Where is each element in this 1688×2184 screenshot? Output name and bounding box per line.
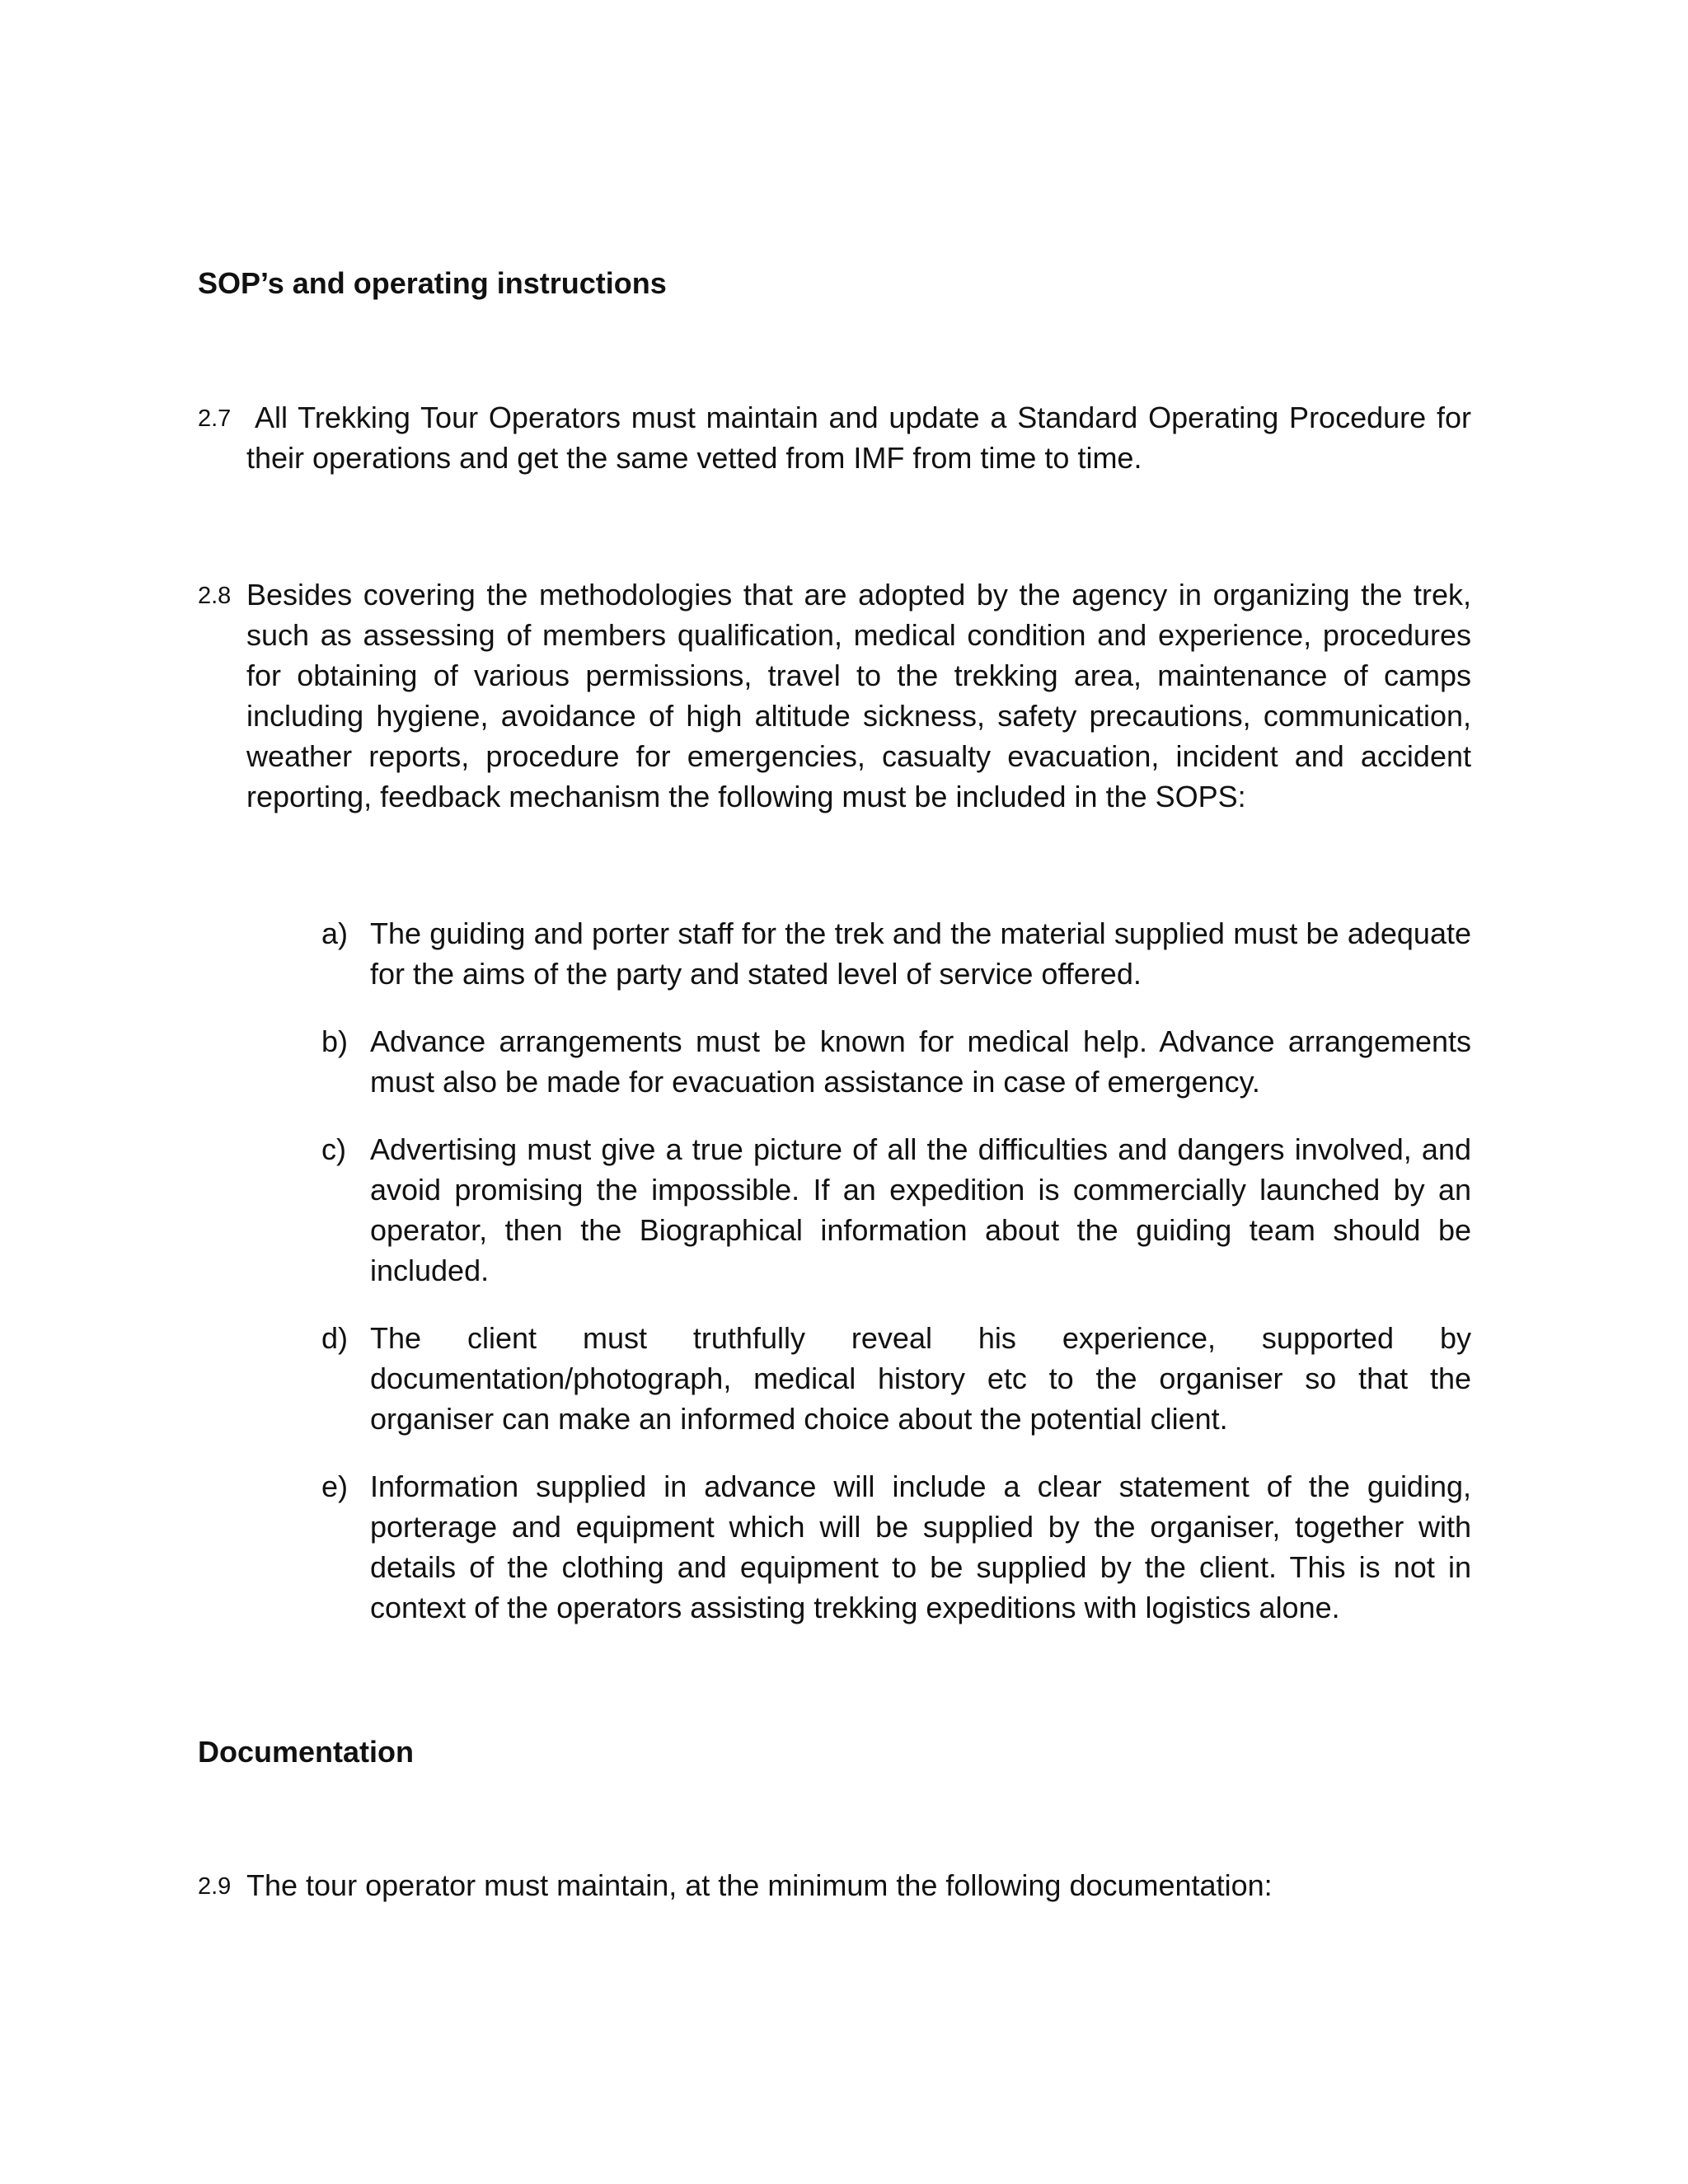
clause-number: 2.8 (198, 583, 232, 609)
clause-text: Besides covering the methodologies that are adopted by the agency in organizing the trek, such as assessing of members qualification, medical condition and experience, procedures for obtaining of various permissions, travel to the trekking area, maintenance of camps including hygiene, avoidance of high altitude sickness, safety precautions, communication, weather reports, procedure for emergencies, casualty evacuation, incident and accident reporting, feedback mechanism the following must be included in the SOPS: (246, 578, 1471, 813)
clause-text: The tour operator must maintain, at the minimum the following documentation: (246, 1868, 1273, 1902)
list-item-marker: b) (321, 1024, 349, 1058)
list-item-text: Advertising must give a true picture of all the difficulties and dangers involved, and avoid promising the impossible. If an expedition is commercially launched by an operator, then the Biographical information about the guiding team should be included. (370, 1132, 1471, 1287)
list-item-marker: e) (321, 1469, 349, 1503)
clause-text: All Trekking Tour Operators must maintain and update a Standard Operating Procedure for their operations and get the same vetted from IMF from time to time. (246, 401, 1471, 475)
list-item-marker: d) (321, 1321, 349, 1355)
section-heading-sops: SOP’s and operating instructions (198, 266, 667, 300)
list-item-marker: c) (321, 1132, 346, 1166)
list-item (321, 1318, 1471, 1439)
list-item (321, 1466, 1471, 1628)
clause-2-9 (198, 1865, 1471, 1905)
clause-number: 2.9 (198, 1873, 232, 1900)
list-item (321, 1129, 1471, 1291)
list-item-text: Advance arrangements must be known for medical help. Advance arrangements must also be made for evacuation assistance in case of emergency. (370, 1024, 1471, 1099)
clause-number: 2.7 (198, 405, 232, 432)
list-item (321, 1021, 1471, 1102)
list-item-text: The guiding and porter staff for the trek and the material supplied must be adequate for the aims of the party and stated level of service offered. (370, 916, 1471, 991)
list-item (321, 913, 1471, 994)
list-item-text: Information supplied in advance will include a clear statement of the guiding, porterage and equipment which will be supplied by the organiser, together with details of the clothing and equipment to be supplied by the client. This is not in context of the operators assisting trekking expeditions with logistics alone. (370, 1469, 1471, 1624)
clause-2-8 (198, 574, 1471, 817)
list-item-marker: a) (321, 916, 349, 950)
section-heading-documentation: Documentation (198, 1735, 415, 1769)
list-item-text: The client must truthfully reveal his experience, supported by documentation/photograph, medical history etc to the organiser so that the organiser can make an informed choice about the potential client. (370, 1321, 1471, 1436)
clause-2-7 (198, 397, 1471, 478)
sops-requirements-list (321, 913, 1471, 1655)
